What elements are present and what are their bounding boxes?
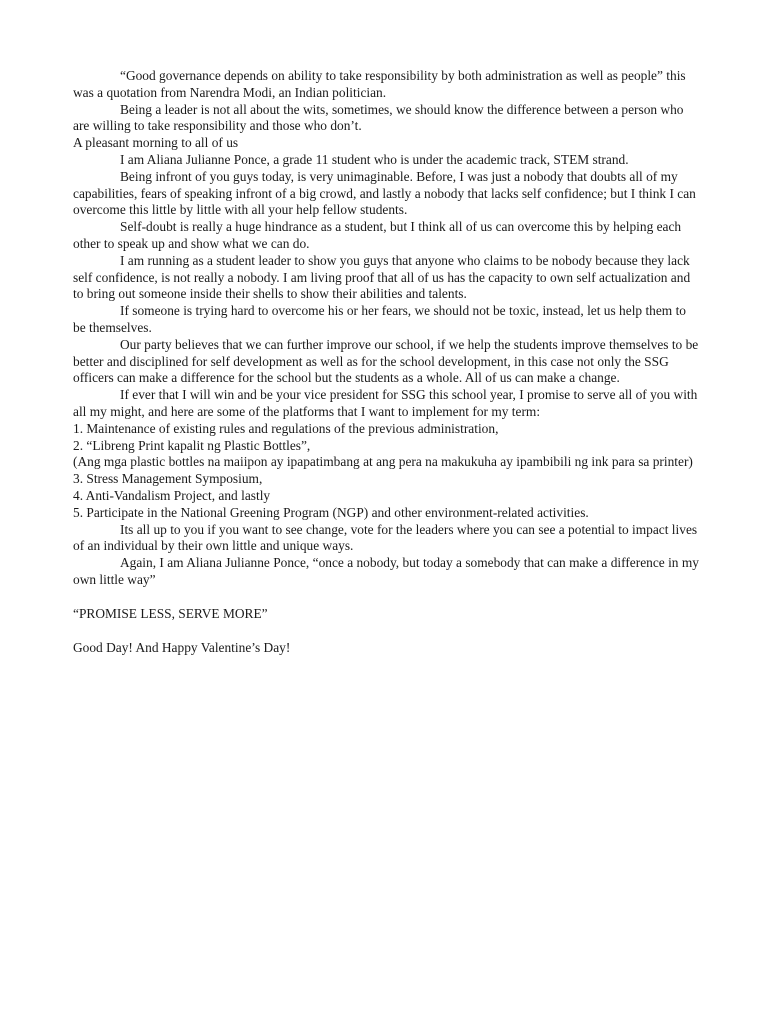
overcome-fears-paragraph: If someone is trying hard to overcome his or her fears, we should not be toxic, instead, let us help them to be themselves. [73, 303, 686, 335]
greeting-line: A pleasant morning to all of us [73, 135, 239, 151]
platform-item-3: 3. Stress Management Symposium, [73, 471, 263, 487]
opening-quote-paragraph: “Good governance depends on ability to take responsibility by both administration as well as people” this was a quotation from Narendra Modi, an Indian politician. [73, 68, 686, 100]
self-confidence-paragraph: Being infront of you guys today, is very unimaginable. Before, I was just a nobody that doubts all of my capabilities, fears of speaking infront of a big crowd, and lastly a nobody that lacks self confidence; but I think I can overcome this little by little with all your help fellow students. [73, 168, 696, 218]
closing-statement-paragraph: Again, I am Aliana Julianne Ponce, “once a nobody, but today a somebody that can make a difference in my own little way” [73, 555, 699, 587]
platform-item-2-note: (Ang mga plastic bottles na maiipon ay ipapatimbang at ang pera na makukuha ay ipambibili ng ink para sa printer) [73, 454, 693, 470]
farewell-line: Good Day! And Happy Valentine’s Day! [73, 639, 291, 655]
leadership-paragraph: Being a leader is not all about the wits, sometimes, we should know the difference between a person who are willing to take responsibility and those who don’t. [73, 101, 684, 134]
platform-item-1: 1. Maintenance of existing rules and regulations of the previous administration, [73, 420, 499, 436]
party-belief-paragraph: Our party believes that we can further improve our school, if we help the students improve themselves to be better and disciplined for self development as well as for the school development, in this case not only the SSG officers can make a difference for the school but the students as a whole. All of us can make a change. [73, 336, 699, 386]
platform-intro-paragraph: If ever that I will win and be your vice president for SSG this school year, I promise to serve all of you with all my might, and here are some of the platforms that I want to implement for my term: [73, 387, 698, 419]
blank-line [73, 589, 699, 606]
self-doubt-paragraph: Self-doubt is really a huge hindrance as a student, but I think all of us can overcome this by helping each other to speak up and show what we can do. [73, 219, 682, 251]
document-page [73, 68, 699, 656]
vote-appeal-paragraph: Its all up to you if you want to see change, vote for the leaders where you can see a potential to impact lives of an individual by their own little and unique ways. [73, 521, 698, 554]
platform-item-2: 2. “Libreng Print kapalit ng Plastic Bottles”, [73, 437, 311, 453]
running-reason-paragraph: I am running as a student leader to show you guys that anyone who claims to be nobody because they lack self confidence, is not really a nobody. I am living proof that all of us has the capacity to own self actualization and to bring out someone inside their shells to show their abilities and talents. [73, 252, 691, 302]
platform-item-4: 4. Anti-Vandalism Project, and lastly [73, 487, 271, 503]
blank-line [73, 623, 699, 640]
introduction-paragraph: I am Aliana Julianne Ponce, a grade 11 student who is under the academic track, STEM strand. [120, 151, 629, 167]
slogan-line: “PROMISE LESS, SERVE MORE” [73, 605, 268, 621]
platform-item-5: 5. Participate in the National Greening Program (NGP) and other environment-related activities. [73, 504, 589, 520]
